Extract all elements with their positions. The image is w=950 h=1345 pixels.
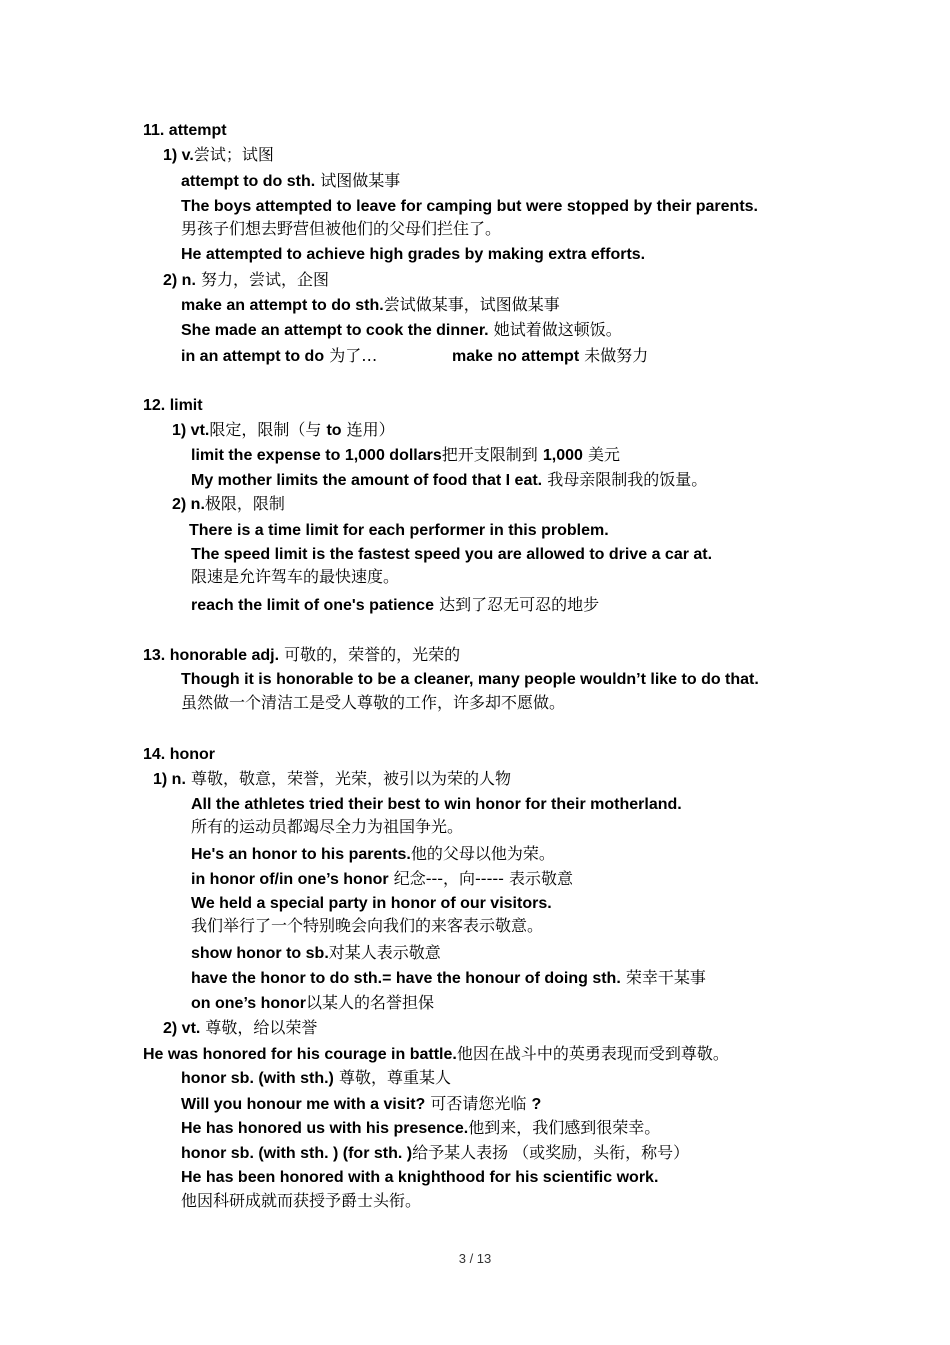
example-line: The speed limit is the fastest speed you are allowed to drive a car at.	[191, 546, 713, 563]
phrase-line: in honor of/in one’s honor 纪念---，向----- 表示敬意	[191, 869, 573, 888]
translation-line: 所有的运动员都竭尽全力为祖国争光。	[191, 817, 464, 836]
phrase-line: limit the expense to 1,000 dollars把开支限制到 1,000 美元	[191, 445, 620, 464]
translation-line: 虽然做一个清洁工是受人尊敬的工作，许多却不愿做。	[181, 693, 566, 712]
example-line: He was honored for his courage in battle.他因在战斗中的英勇表现而受到尊敬。	[143, 1044, 729, 1063]
sense-line: 1) vt.限定，限制（与 to 连用）	[172, 420, 395, 439]
phrase-line: reach the limit of one's patience 达到了忍无可忍的地步	[191, 595, 600, 614]
page-number: 3 / 13	[458, 1251, 492, 1266]
translation-line: 我们举行了一个特别晚会向我们的来客表示敬意。	[191, 916, 544, 935]
phrase-line: in an attempt to do 为了…	[181, 346, 378, 365]
sense-line: 2) vt. 尊敬，给以荣誉	[163, 1018, 318, 1037]
phrase-line: attempt to do sth. 试图做某事	[181, 171, 401, 190]
sense-line: 1) n. 尊敬，敬意，荣誉，光荣，被引以为荣的人物	[153, 769, 511, 788]
example-line: There is a time limit for each performer in this problem.	[189, 522, 609, 539]
example-line: All the athletes tried their best to win honor for their motherland.	[191, 796, 682, 813]
example-line: He's an honor to his parents.他的父母以他为荣。	[191, 844, 555, 863]
phrase-line: honor sb. (with sth.) 尊敬，尊重某人	[181, 1068, 451, 1087]
example-line: He attempted to achieve high grades by making extra efforts.	[181, 246, 646, 263]
phrase-line: show honor to sb.对某人表示敬意	[191, 943, 441, 962]
example-line: We held a special party in honor of our visitors.	[191, 895, 552, 912]
sense-line: 2) n. 努力，尝试，企图	[163, 270, 329, 289]
translation-line: 限速是允许驾车的最快速度。	[191, 567, 400, 586]
example-line: The boys attempted to leave for camping but were stopped by their parents.	[181, 198, 758, 215]
phrase-line: on one’s honor以某人的名誉担保	[191, 993, 434, 1012]
example-line: He has honored us with his presence.他到来，我们感到很荣幸。	[181, 1118, 661, 1137]
example-line: Though it is honorable to be a cleaner, many people wouldn’t like to do that.	[181, 671, 759, 688]
translation-line: 他因科研成就而获授予爵士头衔。	[181, 1191, 422, 1210]
phrase-line: honor sb. (with sth. ) (for sth. )给予某人表扬 （或奖励，头衔，称号）	[181, 1143, 690, 1162]
example-line: She made an attempt to cook the dinner. 她试着做这顿饭。	[181, 320, 622, 339]
example-line: He has been honored with a knighthood for his scientific work.	[181, 1169, 659, 1186]
phrase-line: make no attempt 未做努力	[452, 346, 649, 365]
translation-line: 男孩子们想去野营但被他们的父母们拦住了。	[181, 219, 502, 238]
heading-honor: 14. honor	[143, 746, 216, 763]
heading-limit: 12. limit	[143, 397, 203, 414]
sense-line: 1) v.尝试；试图	[163, 145, 274, 164]
phrase-line: make an attempt to do sth.尝试做某事，试图做某事	[181, 295, 560, 314]
phrase-line: have the honor to do sth.= have the honour of doing sth. 荣幸干某事	[191, 968, 706, 987]
example-line: My mother limits the amount of food that I eat. 我母亲限制我的饭量。	[191, 470, 708, 489]
example-line: Will you honour me with a visit? 可否请您光临 ?	[181, 1094, 542, 1113]
heading-attempt: 11. attempt	[143, 122, 227, 139]
heading-honorable: 13. honorable adj. 可敬的，荣誉的，光荣的	[143, 645, 461, 664]
sense-line: 2) n.极限，限制	[172, 494, 285, 513]
